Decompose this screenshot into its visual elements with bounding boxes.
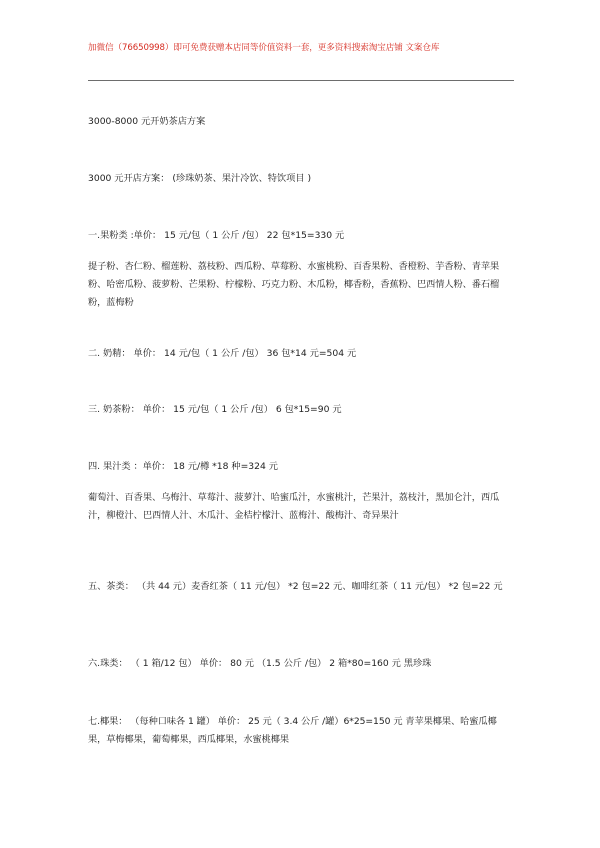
section-heading-fruit-powder: 一.果粉类 :单价： 15 元/包（ 1 公斤 /包） 22 包*15=330 元 — [88, 230, 345, 241]
plan-subtitle: 3000 元开店方案： (珍珠奶茶、果汁冷饮、特饮项目 ) — [88, 173, 312, 184]
section-heading-pearls: 六.珠类： （ 1 箱/12 包） 单价： 80 元 （1.5 公斤 /包） 2 箱*80=160 元 黑珍珠 — [88, 658, 432, 669]
header-divider — [88, 80, 514, 81]
section-heading-coconut-jelly: 七.椰果： （每种口味各 1 罐） 单价： 25 元（ 3.4 公斤 /罐）6*25=150 元 青苹果椰果、哈蜜瓜椰果，草梅椰果，葡萄椰果，西瓜椰果，水蜜桃椰果 — [88, 716, 497, 745]
section-heading-tea: 五、茶类： （共 44 元）麦香红茶（ 11 元/包） *2 包=22 元、咖啡红茶（ 11 元/包） *2 包=22 元 — [88, 581, 503, 592]
section-detail-juice: 葡萄汁、百香果、乌梅汁、草莓汁、菠萝汁、哈蜜瓜汁，水蜜桃汁，芒果汁，荔枝汁，黑加仑汁，西瓜汁，柳橙汁、巴西情人汁、木瓜汁、金桔柠檬汁、蓝梅汁、酸梅汁、奇异果汁 — [88, 492, 500, 521]
section-heading-creamer: 二. 奶精： 单价： 14 元/包（ 1 公斤 /包） 36 包*14 元=504 元 — [88, 348, 357, 359]
section-heading-milk-tea-powder: 三. 奶茶粉： 单价： 15 元/包（ 1 公斤 /包） 6 包*15=90 元 — [88, 404, 342, 415]
section-heading-juice: 四. 果汁类 ：单价： 18 元/樽 *18 种=324 元 — [88, 461, 278, 472]
section-detail-fruit-powder: 提子粉、杏仁粉、榴莲粉、荔枝粉、西瓜粉、草莓粉、水蜜桃粉、百香果粉、香橙粉、芋香粉、青苹果粉、哈密瓜粉、菠萝粉、芒果粉、柠檬粉、巧克力粉、木瓜粉，椰香粉，香蕉粉、巴西情人粉、番石榴粉，蓝梅粉 — [88, 261, 500, 308]
header-promo-note: 加微信（76650998）即可免费获赠本店同等价值资料一套，更多资料搜索淘宝店铺 文案仓库 — [88, 43, 440, 53]
document-title: 3000-8000 元开奶茶店方案 — [88, 116, 206, 127]
